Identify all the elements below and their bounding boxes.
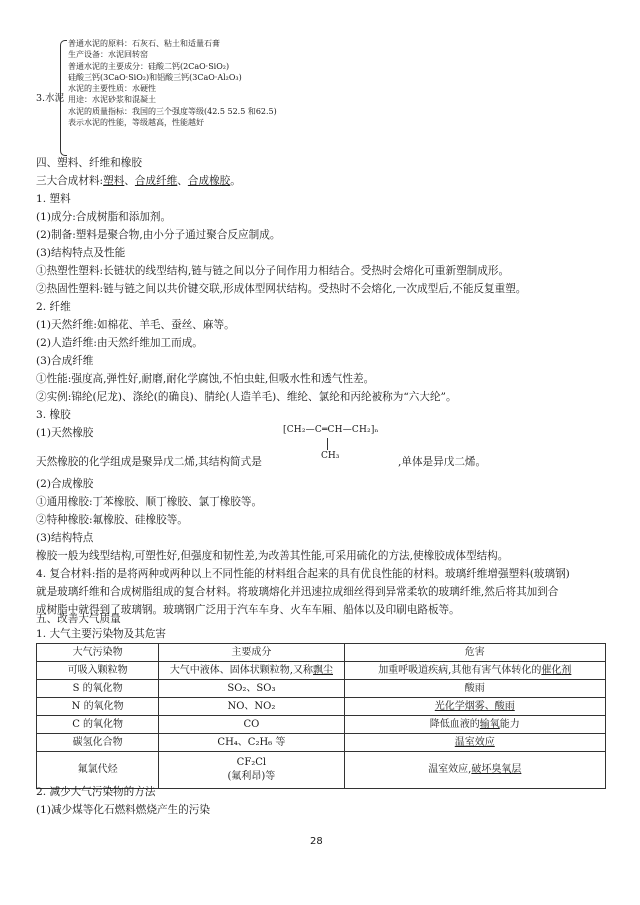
table-cell: 碳氢化合物 [37, 734, 159, 752]
table-cell: C 的氧化物 [37, 716, 159, 734]
cement-line: 普通水泥的主要成分：硅酸二钙(2CaO·SiO₂) [68, 61, 230, 71]
rubber-item: 橡胶一般为线型结构,可塑性好,但强度和韧性差,为改善其性能,可采用硫化的方法,使橡胶成体型结构。 [36, 550, 509, 562]
table-cell: S 的氧化物 [37, 680, 159, 698]
table-row [37, 734, 606, 752]
table-cell: CH₄、C₂H₆ 等 [159, 734, 344, 752]
cement-lines [68, 38, 277, 128]
cell-underlined: 催化剂 [541, 664, 572, 676]
table-cell [159, 752, 344, 789]
separator: 、 [177, 175, 188, 187]
section5-title: 五、改善大气质量 [36, 613, 121, 625]
cell-underlined: 输氧 [479, 718, 500, 730]
air-pollutants-table [36, 643, 606, 789]
table-row [37, 716, 606, 734]
table-cell [344, 662, 605, 680]
plastic-item: ②热固性塑料:链与链之间以共价键交联,形成体型网状结构。受热时不会熔化,一次成型后,不能反复重塑。 [36, 283, 527, 295]
table-header-row [37, 644, 606, 662]
cement-line: 表示水泥的性能，等级越高，性能越好 [68, 118, 204, 128]
section4-title: 四、塑料、纤维和橡胶 [36, 157, 142, 169]
separator: 、 [124, 175, 135, 187]
table-header: 主要成分 [159, 644, 344, 662]
composite-text: 成树脂中就得到了玻璃钢。玻璃钢广泛用于汽车车身、火车车厢、船体以及印刷电路板等。 [36, 604, 460, 616]
rubber-item: (1)天然橡胶 [36, 427, 94, 439]
cell-text: 能力 [499, 718, 520, 730]
table-cell: 酸雨 [344, 680, 605, 698]
table-row [37, 752, 606, 789]
table-cell: NO、NO₂ [159, 698, 344, 716]
underlined-term: 合成纤维 [134, 175, 178, 187]
rubber-item: ②特种橡胶:氟橡胶、硅橡胶等。 [36, 514, 188, 526]
table-cell: SO₂、SO₃ [159, 680, 344, 698]
reduce-item: (1)减少煤等化石燃料燃烧产生的污染 [36, 804, 210, 816]
air-pollutants-title: 1. 大气主要污染物及其危害 [36, 628, 167, 640]
polyisoprene-formula [283, 425, 403, 465]
table-row [37, 698, 606, 716]
formula-methyl: CH₃ [321, 451, 340, 461]
cement-line: 用途：水泥砂浆和混凝土 [68, 95, 156, 105]
cell-text: 大气中液体、固体状颗粒物,又称 [169, 664, 313, 676]
rubber-item: (3)结构特点 [36, 532, 94, 544]
underlined-term: 合成橡胶 [187, 175, 231, 187]
table-cell [159, 662, 344, 680]
plastic-title: 1. 塑料 [36, 193, 71, 205]
table-cell: 氟氯代烃 [37, 752, 159, 789]
text: 三大合成材料: [36, 175, 104, 187]
cement-line: 生产设备：水泥回转窑 [68, 50, 148, 60]
table-header: 大气污染物 [37, 644, 159, 662]
cement-label: 3.水泥 [36, 93, 65, 104]
cell-underlined: 破坏臭氧层 [471, 764, 522, 775]
table-cell: CO [159, 716, 344, 734]
table-cell: 可吸入颗粒物 [37, 662, 159, 680]
rubber-item: (2)合成橡胶 [36, 478, 94, 490]
table-header: 危害 [344, 644, 605, 662]
plastic-item: (2)制备:塑料是聚合物,由小分子通过聚合反应制成。 [36, 229, 281, 241]
rubber-structure-text: 天然橡胶的化学组成是聚异戊二烯,其结构简式是 [36, 456, 262, 468]
cell-underlined: 温室效应 [454, 736, 495, 748]
cell-underlined: 光化学烟雾、酸雨 [434, 700, 515, 712]
formula-bond [327, 438, 328, 450]
formula-main: [CH₂—C═CH—CH₂]ₙ [283, 425, 379, 435]
rubber-item: ①通用橡胶:丁苯橡胶、顺丁橡胶、氯丁橡胶等。 [36, 496, 263, 508]
cell-text: (氟利昂)等 [227, 771, 276, 782]
rubber-title: 3. 橡胶 [36, 409, 71, 421]
cement-line: 硅酸三钙(3CaO·SiO₂)和铝酸三钙(3CaO·Al₂O₃) [68, 72, 242, 82]
rubber-structure-tail: ,单体是异戊二烯。 [398, 456, 487, 468]
reduce-title: 2. 减少大气污染物的方法 [36, 786, 156, 798]
underlined-term: 塑料 [103, 175, 125, 187]
fiber-item: (2)人造纤维:由天然纤维加工而成。 [36, 337, 203, 349]
cell-text: 降低血液的 [429, 718, 480, 730]
brace [60, 40, 67, 156]
text: 。 [230, 175, 241, 187]
cell-text: CF₂Cl [236, 757, 267, 768]
synthetic-materials-line [36, 175, 241, 188]
composite-text: 就是玻璃纤维和合成树脂组成的复合材料。将玻璃熔化并迅速拉成细丝得到异常柔软的玻璃纤维,然后将其加到合 [36, 586, 559, 598]
fiber-item: ①性能:强度高,弹性好,耐磨,耐化学腐蚀,不怕虫蛀,但吸水性和透气性差。 [36, 373, 375, 385]
cell-underlined: 飘尘 [313, 664, 333, 676]
cement-summary [36, 38, 416, 156]
table-cell [344, 698, 605, 716]
plastic-item: ①热塑性塑料:长链状的线型结构,链与链之间以分子间作用力相结合。受热时会熔化可重新塑制成形。 [36, 265, 510, 277]
plastic-item: (1)成分:合成树脂和添加剂。 [36, 211, 172, 223]
fiber-item: (3)合成纤维 [36, 355, 94, 367]
composite-text: 4. 复合材料:指的是将两种或两种以上不同性能的材料组合起来的具有优良性能的材料。玻璃纤维增强塑料(玻璃钢) [36, 568, 570, 580]
cement-line: 普通水泥的原料：石灰石、粘土和适量石膏 [68, 39, 220, 48]
table-cell [344, 716, 605, 734]
table-cell [344, 734, 605, 752]
table-row [37, 680, 606, 698]
table-cell [344, 752, 605, 789]
table-row [37, 662, 606, 680]
cell-text: 温室效应, [428, 764, 472, 775]
fiber-item: (1)天然纤维:如棉花、羊毛、蚕丝、麻等。 [36, 319, 235, 331]
cell-text: 加重呼吸道疾病,其他有害气体转化的 [378, 664, 542, 676]
plastic-item: (3)结构特点及性能 [36, 247, 126, 259]
page-number: 28 [310, 836, 323, 847]
cement-line: 水泥的主要性质：水硬性 [68, 84, 156, 94]
fiber-item: ②实例:锦纶(尼龙)、涤纶(的确良)、腈纶(人造羊毛)、维纶、氯纶和丙纶被称为“六大纶”。 [36, 391, 457, 403]
cement-line: 水泥的质量指标：我国的三个强度等级(42.5 52.5 和62.5) [68, 106, 277, 116]
fiber-title: 2. 纤维 [36, 301, 71, 313]
table-cell: N 的氧化物 [37, 698, 159, 716]
